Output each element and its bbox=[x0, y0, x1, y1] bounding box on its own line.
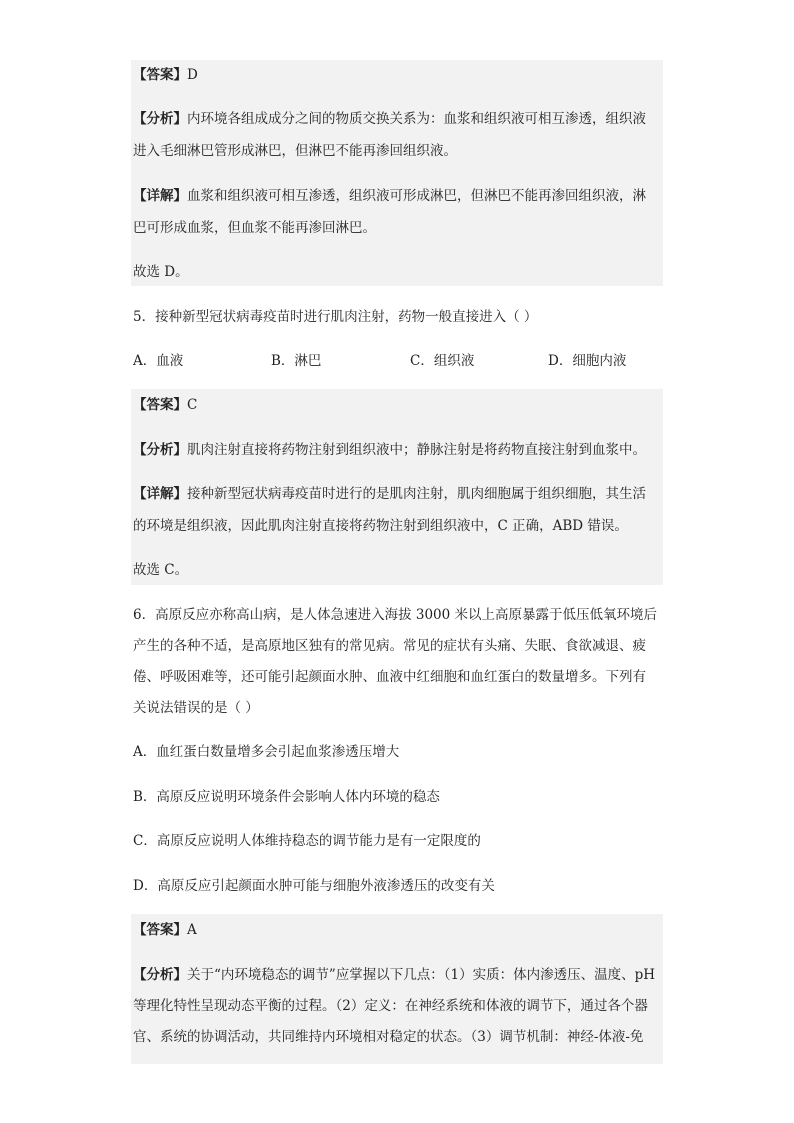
analysis-text: 关于“内环境稳态的调节”应掌握以下几点：（1）实质：体内渗透压、温度、pH bbox=[187, 967, 656, 983]
answer-value: C bbox=[187, 397, 198, 413]
q6-option-d: D．高原反应引起颜面水肿可能与细胞外液渗透压的改变有关 bbox=[133, 878, 495, 894]
q5-analysis-line-1 bbox=[133, 441, 661, 459]
q5-option-b: B．淋巴 bbox=[271, 353, 322, 369]
detail-label: 【详解】 bbox=[133, 188, 187, 204]
q5-option-a: A．血液 bbox=[133, 353, 184, 369]
detail-label: 【详解】 bbox=[133, 486, 187, 502]
q5-stem: 5．接种新型冠状病毒疫苗时进行肌肉注射，药物一般直接进入（ ） bbox=[133, 309, 538, 325]
q5-detail-line-2: 的环境是组织液，因此肌肉注射直接将药物注射到组织液中，C 正确，ABD 错误。 bbox=[133, 518, 628, 534]
q4-analysis-line-2: 进入毛细淋巴管形成淋巴，但淋巴不能再渗回组织液。 bbox=[133, 143, 457, 159]
answer-value: D bbox=[187, 67, 198, 83]
q6-analysis-line-1 bbox=[133, 966, 661, 984]
q5-option-c: C．组织液 bbox=[410, 353, 475, 369]
q4-conclusion: 故选 D。 bbox=[133, 264, 189, 280]
q4-analysis-line-1 bbox=[133, 110, 661, 128]
q6-analysis-line-3: 官、系统的协调活动，共同维持内环境相对稳定的状态。（3）调节机制：神经-体液-免 bbox=[133, 1029, 644, 1045]
analysis-label: 【分析】 bbox=[133, 442, 187, 458]
answer-value: A bbox=[187, 922, 197, 938]
answer-label: 【答案】 bbox=[133, 67, 187, 83]
q4-solution-block bbox=[131, 60, 663, 286]
q4-answer bbox=[133, 66, 661, 84]
q4-detail-line-2: 巴可形成血浆，但血浆不能再渗回淋巴。 bbox=[133, 220, 376, 236]
detail-text: 血浆和组织液可相互渗透，组织液可形成淋巴，但淋巴不能再渗回组织液，淋 bbox=[187, 188, 646, 204]
q6-stem-line-1: 6．高原反应亦称高山病，是人体急速进入海拔 3000 米以上高原暴露于低压低氧环境后 bbox=[133, 607, 658, 623]
detail-text: 接种新型冠状病毒疫苗时进行的是肌肉注射，肌肉细胞属于组织细胞，其生活 bbox=[187, 486, 646, 502]
analysis-text: 肌肉注射直接将药物注射到组织液中；静脉注射是将药物直接注射到血浆中。 bbox=[187, 442, 646, 458]
q4-detail-line-1 bbox=[133, 187, 661, 205]
analysis-label: 【分析】 bbox=[133, 967, 187, 983]
q5-answer bbox=[133, 396, 661, 414]
q6-stem-line-3: 倦、呼吸困难等，还可能引起颜面水肿、血液中红细胞和血红蛋白的数量增多。下列有 bbox=[133, 669, 646, 685]
q5-option-d: D．细胞内液 bbox=[548, 353, 627, 369]
q6-stem-line-4: 关说法错误的是（ ） bbox=[133, 700, 259, 716]
q6-option-a: A．血红蛋白数量增多会引起血浆渗透压增大 bbox=[133, 744, 400, 760]
q6-analysis-line-2: 等理化特性呈现动态平衡的过程。（2）定义：在神经系统和体液的调节下，通过各个器 bbox=[133, 998, 648, 1014]
answer-label: 【答案】 bbox=[133, 922, 187, 938]
analysis-text: 内环境各组成成分之间的物质交换关系为：血浆和组织液可相互渗透，组织液 bbox=[187, 111, 646, 127]
q5-conclusion: 故选 C。 bbox=[133, 562, 189, 578]
q5-detail-line-1 bbox=[133, 485, 661, 503]
q6-answer bbox=[133, 921, 661, 939]
answer-label: 【答案】 bbox=[133, 397, 187, 413]
q6-option-c: C．高原反应说明人体维持稳态的调节能力是有一定限度的 bbox=[133, 833, 481, 849]
q6-stem-line-2: 产生的各种不适，是高原地区独有的常见病。常见的症状有头痛、失眠、食欲减退、疲 bbox=[133, 638, 646, 654]
q6-option-b: B．高原反应说明环境条件会影响人体内环境的稳态 bbox=[133, 789, 440, 805]
analysis-label: 【分析】 bbox=[133, 111, 187, 127]
